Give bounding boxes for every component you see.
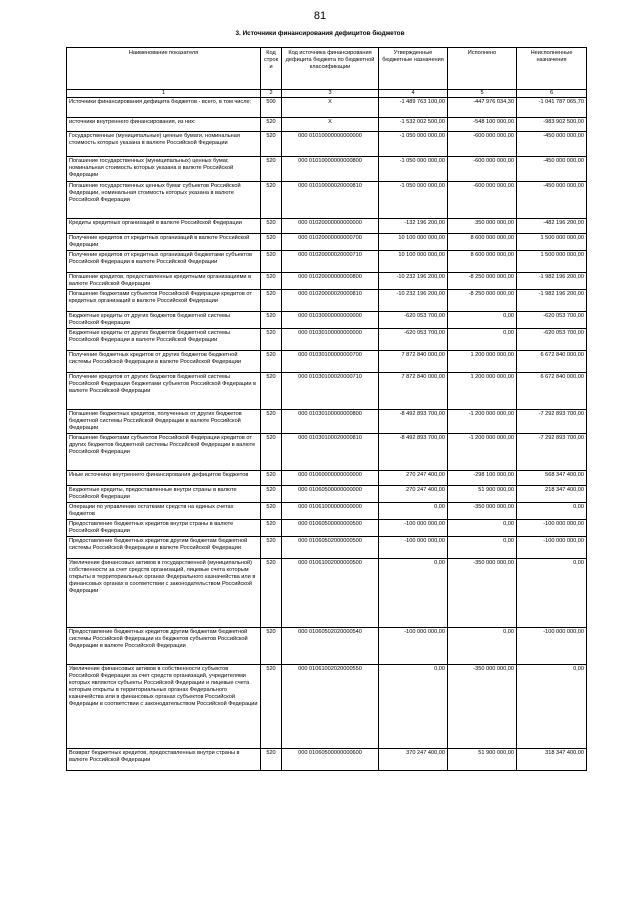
table-row (67, 250, 587, 272)
row-line-code: 520 (261, 433, 282, 470)
row-line-code: 520 (261, 502, 282, 519)
row-source-code: 000 01020000000000000 (282, 218, 379, 233)
table-row (67, 218, 587, 233)
row-source-code: 000 01020000020000710 (282, 250, 379, 272)
row-line-code: 520 (261, 485, 282, 502)
row-line-code: 520 (261, 328, 282, 350)
table-row (67, 233, 587, 250)
row-name: Получение кредитов от кредитных организаций бюджетами субъектов Российской Федерации в валюте Российской Федерации (67, 250, 261, 272)
header-executed: Исполнено (448, 48, 517, 90)
row-line-code: 520 (261, 117, 282, 131)
row-source-code: 000 01030000000000000 (282, 311, 379, 328)
row-unexecuted: 6 672 840 000,00 (517, 350, 587, 372)
table-row (67, 181, 587, 218)
row-approved: -1 489 763 100,00 (379, 97, 448, 117)
row-unexecuted: -450 000 000,00 (517, 131, 587, 156)
row-line-code: 520 (261, 250, 282, 272)
financing-sources-table (66, 47, 587, 771)
row-approved: -620 053 700,00 (379, 311, 448, 328)
row-executed: -8 250 000 000,00 (448, 289, 517, 311)
row-approved: 270 247 400,00 (379, 470, 448, 485)
row-executed: -350 000 000,00 (448, 502, 517, 519)
row-executed: 51 900 000,00 (448, 485, 517, 502)
row-line-code: 520 (261, 181, 282, 218)
row-approved: -1 050 000 000,00 (379, 131, 448, 156)
row-name: Предоставление бюджетных кредитов другим бюджетам бюджетной системы Российской Федерации из бюджетов субъектов Российской Федерации в валюте Российской Федерации (67, 627, 261, 664)
row-unexecuted: 0,00 (517, 664, 587, 748)
col-number: 5 (448, 90, 517, 98)
row-executed: 1 200 000 000,00 (448, 372, 517, 409)
row-line-code: 520 (261, 131, 282, 156)
row-line-code: 520 (261, 350, 282, 372)
row-name: Погашение бюджетных кредитов, полученных от других бюджетов бюджетной системы Российской Федерации в валюте Российской Федерации (67, 409, 261, 433)
row-approved: -100 000 000,00 (379, 536, 448, 558)
row-name: Бюджетные кредиты от других бюджетов бюджетной системы Российской Федерации в валюте Российской Федерации (67, 328, 261, 350)
row-name: Предоставление бюджетных кредитов внутри страны в валюте Российской Федерации (67, 519, 261, 536)
row-unexecuted: -450 000 000,00 (517, 156, 587, 181)
row-line-code: 520 (261, 664, 282, 748)
row-executed: -600 000 000,00 (448, 156, 517, 181)
row-source-code: 000 01060500000000600 (282, 748, 379, 770)
row-line-code: 520 (261, 372, 282, 409)
table-row (67, 519, 587, 536)
row-unexecuted: 318 347 400,00 (517, 748, 587, 770)
row-executed: 0,00 (448, 627, 517, 664)
table-row (67, 131, 587, 156)
row-unexecuted: -1 982 196 200,00 (517, 289, 587, 311)
row-approved: 270 247 400,00 (379, 485, 448, 502)
row-line-code: 520 (261, 233, 282, 250)
row-source-code: 000 01061000000000000 (282, 502, 379, 519)
row-line-code: 520 (261, 409, 282, 433)
row-approved: -620 053 700,00 (379, 328, 448, 350)
row-line-code: 520 (261, 627, 282, 664)
row-approved: 0,00 (379, 558, 448, 627)
header-line: Код строк и (261, 48, 282, 90)
row-line-code: 520 (261, 519, 282, 536)
row-approved: -10 232 196 200,00 (379, 289, 448, 311)
table-row (67, 372, 587, 409)
table-row (67, 350, 587, 372)
header-unexecuted: Неисполненные назначения (517, 48, 587, 90)
row-approved: -8 492 893 700,00 (379, 409, 448, 433)
row-approved: -100 000 000,00 (379, 627, 448, 664)
row-name: Получение кредитов от кредитных организаций в валюте Российской Федерации (67, 233, 261, 250)
row-executed: 8 600 000 000,00 (448, 250, 517, 272)
col-number: 4 (379, 90, 448, 98)
row-approved: -1 050 000 000,00 (379, 181, 448, 218)
page-number: 81 (313, 10, 327, 22)
row-executed: 51 900 000,00 (448, 748, 517, 770)
row-source-code: 000 01061002000000500 (282, 558, 379, 627)
row-unexecuted: -1 041 787 065,70 (517, 97, 587, 117)
row-approved: 0,00 (379, 502, 448, 519)
row-approved: 370 247 400,00 (379, 748, 448, 770)
row-source-code: 000 01030100000000800 (282, 409, 379, 433)
col-number: 3 (282, 90, 379, 98)
row-source-code: X (282, 97, 379, 117)
row-source-code: X (282, 117, 379, 131)
row-name: Увеличение финансовых активов в собственности субъектов Российской Федерации за счет средств организаций, учредителями которых являются субъекты Российской Федерации и лицевые счета которым открыты в территориальных органах Федерального казначейства или в финансовых органах субъектов Российской Федерации в соответствии с законодательством Российской Федерации (67, 664, 261, 748)
row-unexecuted: -620 053 700,00 (517, 311, 587, 328)
column-number-row (67, 90, 587, 98)
row-source-code: 000 01020000000000800 (282, 272, 379, 289)
table-row (67, 558, 587, 627)
row-executed: 0,00 (448, 519, 517, 536)
row-name: источники внутреннего финансирования, из них: (67, 117, 261, 131)
table-row (67, 156, 587, 181)
row-approved: 7 872 840 000,00 (379, 372, 448, 409)
row-source-code: 000 01030100000000700 (282, 350, 379, 372)
row-executed: -1 200 000 000,00 (448, 409, 517, 433)
col-number: 1 (67, 90, 261, 98)
col-number: 2 (261, 90, 282, 98)
row-line-code: 520 (261, 748, 282, 770)
row-unexecuted: -7 292 893 700,00 (517, 433, 587, 470)
row-source-code: 000 01010000020000810 (282, 181, 379, 218)
header-row (67, 48, 587, 90)
row-source-code: 000 01020000020000810 (282, 289, 379, 311)
row-executed: -350 000 000,00 (448, 558, 517, 627)
table-row (67, 664, 587, 748)
row-name: Погашение бюджетами субъектов Российской Федерации кредитов от других бюджетов бюджетной системы Российской Федерации в валюте Российской Федерации (67, 433, 261, 470)
row-executed: -447 976 034,30 (448, 97, 517, 117)
row-name: Получение бюджетных кредитов от других бюджетов бюджетной системы Российской Федерации в валюте Российской Федерации (67, 350, 261, 372)
row-source-code: 000 01030100020000810 (282, 433, 379, 470)
row-line-code: 520 (261, 218, 282, 233)
row-name: Источники финансирования дефицита бюджетов - всего, в том числе: (67, 97, 261, 117)
row-unexecuted: 0,00 (517, 502, 587, 519)
row-line-code: 500 (261, 97, 282, 117)
row-source-code: 000 01010000000000800 (282, 156, 379, 181)
row-approved: 0,00 (379, 664, 448, 748)
row-source-code: 000 01060502020000540 (282, 627, 379, 664)
row-executed: -350 000 000,00 (448, 664, 517, 748)
row-executed: -548 100 000,00 (448, 117, 517, 131)
row-source-code: 000 01030100000000000 (282, 328, 379, 350)
row-name: Операции по управлению остатками средств на единых счетах бюджетов (67, 502, 261, 519)
header-approved: Утвержденные бюджетные назначения (379, 48, 448, 90)
row-unexecuted: -1 982 196 200,00 (517, 272, 587, 289)
row-source-code: 000 01020000000000700 (282, 233, 379, 250)
row-executed: 0,00 (448, 328, 517, 350)
row-executed: 0,00 (448, 311, 517, 328)
table-row (67, 328, 587, 350)
row-line-code: 520 (261, 289, 282, 311)
row-line-code: 520 (261, 536, 282, 558)
row-executed: 1 200 000 000,00 (448, 350, 517, 372)
row-executed: 350 000 000,00 (448, 218, 517, 233)
row-source-code: 000 01010000000000000 (282, 131, 379, 156)
row-approved: 10 100 000 000,00 (379, 250, 448, 272)
row-unexecuted: 1 500 000 000,00 (517, 233, 587, 250)
row-executed: -298 100 000,00 (448, 470, 517, 485)
row-name: Бюджетные кредиты, предоставленные внутри страны в валюте Российской Федерации (67, 485, 261, 502)
row-unexecuted: -100 000 000,00 (517, 519, 587, 536)
row-line-code: 520 (261, 311, 282, 328)
row-executed: 8 600 000 000,00 (448, 233, 517, 250)
row-name: Погашение государственных ценных бумаг субъектов Российской Федерации, номинальная стоимость которых указана в валюте Российской Федерации (67, 181, 261, 218)
row-unexecuted: -620 053 700,00 (517, 328, 587, 350)
row-unexecuted: 218 347 400,00 (517, 485, 587, 502)
table-row (67, 272, 587, 289)
row-unexecuted: 0,00 (517, 558, 587, 627)
table-row (67, 409, 587, 433)
row-executed: 0,00 (448, 536, 517, 558)
row-source-code: 000 01060000000000000 (282, 470, 379, 485)
row-unexecuted: 6 672 840 000,00 (517, 372, 587, 409)
row-unexecuted: 1 500 000 000,00 (517, 250, 587, 272)
section-title: 3. Источники финансирования дефицитов бюджетов (235, 30, 405, 37)
row-executed: -600 000 000,00 (448, 131, 517, 156)
row-name: Возврат бюджетных кредитов, предоставленных внутри страны в валюте Российской Федерации (67, 748, 261, 770)
table-row (67, 485, 587, 502)
row-source-code: 000 01061002020000550 (282, 664, 379, 748)
row-line-code: 520 (261, 558, 282, 627)
header-name: Наименование показателя (67, 48, 261, 90)
row-unexecuted: 568 347 400,00 (517, 470, 587, 485)
row-name: Иные источники внутреннего финансирования дефицитов бюджетов (67, 470, 261, 485)
row-source-code: 000 01060500000000500 (282, 519, 379, 536)
row-executed: -1 200 000 000,00 (448, 433, 517, 470)
row-name: Погашение кредитов, предоставленных кредитными организациями в валюте Российской Федерации (67, 272, 261, 289)
table-body (67, 97, 587, 770)
row-approved: -132 196 200,00 (379, 218, 448, 233)
table-row (67, 97, 587, 117)
table-row (67, 502, 587, 519)
row-line-code: 520 (261, 272, 282, 289)
table-row (67, 627, 587, 664)
row-approved: -1 050 000 000,00 (379, 156, 448, 181)
row-source-code: 000 01060502000000500 (282, 536, 379, 558)
row-name: Государственные (муниципальные) ценные бумаги, номинальная стоимость которых указана в валюте Российской Федерации (67, 131, 261, 156)
row-name: Погашение государственных (муниципальных) ценных бумаг, номинальная стоимость которых указана в валюте Российской Федерации (67, 156, 261, 181)
row-source-code: 000 01030100020000710 (282, 372, 379, 409)
row-approved: -100 000 000,00 (379, 519, 448, 536)
col-number: 6 (517, 90, 587, 98)
table-row (67, 748, 587, 770)
table-row (67, 311, 587, 328)
row-unexecuted: -7 292 893 700,00 (517, 409, 587, 433)
table-row (67, 470, 587, 485)
row-line-code: 520 (261, 156, 282, 181)
row-unexecuted: -100 000 000,00 (517, 536, 587, 558)
row-approved: -1 532 002 500,00 (379, 117, 448, 131)
table-row (67, 117, 587, 131)
row-name: Погашение бюджетами субъектов Российской Федерации кредитов от кредитных организаций в валюте Российской Федерации (67, 289, 261, 311)
table-row (67, 433, 587, 470)
row-name: Бюджетные кредиты от других бюджетов бюджетной системы Российской Федерации (67, 311, 261, 328)
row-approved: 10 100 000 000,00 (379, 233, 448, 250)
row-source-code: 000 01060500000000000 (282, 485, 379, 502)
header-code: Код источника финансирования дефицита бюджета по бюджетной классификации (282, 48, 379, 90)
row-name: Увеличение финансовых активов в государственной (муниципальной) собственности за счет средств организаций, лицевые счета которым открыты в территориальных органах Федерального казначейства или в финансовых органах в соответствии с законодательством Российской Федерации (67, 558, 261, 627)
row-unexecuted: -983 902 500,00 (517, 117, 587, 131)
row-approved: 7 872 840 000,00 (379, 350, 448, 372)
row-line-code: 520 (261, 470, 282, 485)
row-executed: -8 250 000 000,00 (448, 272, 517, 289)
row-name: Получение кредитов от других бюджетов бюджетной системы Российской Федерации бюджетами субъектов Российской Федерации в валюте Российской Федерации (67, 372, 261, 409)
row-approved: -8 492 893 700,00 (379, 433, 448, 470)
row-unexecuted: -450 000 000,00 (517, 181, 587, 218)
table-row (67, 536, 587, 558)
row-unexecuted: -100 000 000,00 (517, 627, 587, 664)
row-approved: -10 232 196 200,00 (379, 272, 448, 289)
row-name: Кредиты кредитных организаций в валюте Российской Федерации (67, 218, 261, 233)
row-unexecuted: -482 196 200,00 (517, 218, 587, 233)
row-name: Предоставление бюджетных кредитов другим бюджетам бюджетной системы Российской Федерации в валюте Российской Федерации (67, 536, 261, 558)
table-row (67, 289, 587, 311)
row-executed: -600 000 000,00 (448, 181, 517, 218)
